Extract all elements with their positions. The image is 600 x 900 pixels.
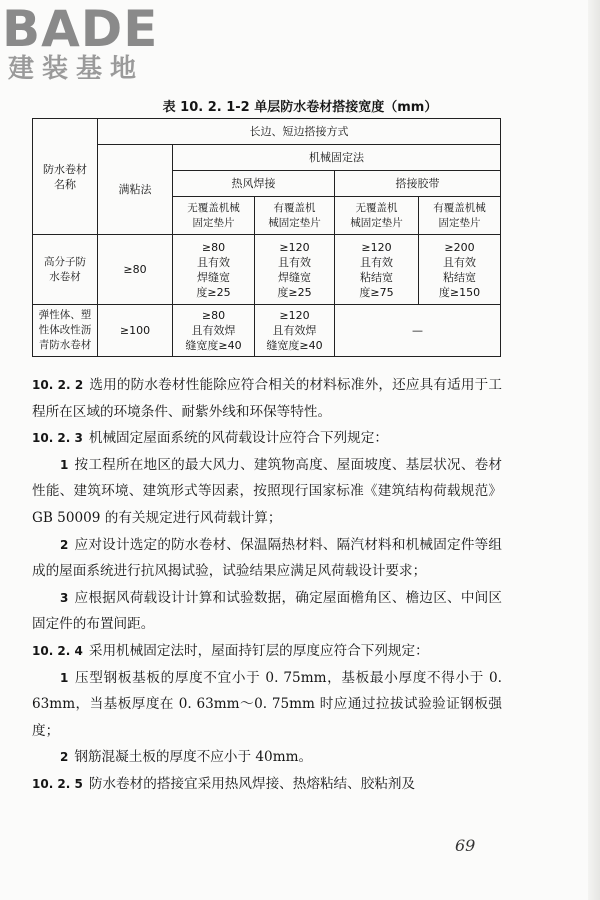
page-gutter [588, 0, 600, 900]
cell-full-adhesion: ≥100 [98, 305, 173, 357]
item-number: 3 [60, 590, 69, 605]
cell-hot-with-pad: ≥120 且有效 焊缝宽 度≥25 [255, 235, 335, 305]
body-text [32, 372, 502, 798]
clause-number: 10. 2. 3 [32, 431, 83, 446]
clause-paragraph [32, 638, 502, 665]
header-lap-tape: 搭接胶带 [335, 171, 501, 197]
header-hot-no-pad: 无覆盖机械 固定垫片 [173, 197, 255, 235]
header-hot-air-welding: 热风焊接 [173, 171, 335, 197]
item-text: 按工程所在地区的最大风力、建筑物高度、屋面坡度、基层状况、卷材性能、建筑环境、建筑形式等因素，按照现行国家标准《建筑结构荷载规范》GB 50009 的有关规定进行风荷载计算； [32, 456, 502, 526]
item-number: 2 [60, 750, 69, 765]
clause-number: 10. 2. 5 [32, 776, 83, 791]
cell-tape-dash: — [335, 305, 501, 357]
item-text: 钢筋混凝土板的厚度不应小于 40mm。 [74, 749, 313, 766]
cell-tape-no-pad: ≥120 且有效 粘结宽 度≥75 [335, 235, 419, 305]
header-hot-with-pad: 有覆盖机 械固定垫片 [255, 197, 335, 235]
logo-wordmark: BADE [2, 0, 159, 58]
row-material-name: 弹性体、塑 性体改性沥 青防水卷材 [33, 305, 98, 357]
item-paragraph [32, 452, 502, 532]
watermark-logo [2, 2, 177, 86]
table-row [33, 235, 501, 305]
item-paragraph [32, 744, 502, 771]
table-row [33, 305, 501, 357]
cell-hot-no-pad: ≥80 且有效 焊缝宽 度≥25 [173, 235, 255, 305]
clause-number: 10. 2. 4 [32, 643, 83, 658]
item-text: 应对设计选定的防水卷材、保温隔热材料、隔汽材料和机械固定件等组成的屋面系统进行抗风揭试验，试验结果应满足风荷载设计要求； [32, 536, 502, 580]
item-number: 2 [60, 537, 69, 552]
item-paragraph [32, 665, 502, 745]
item-text: 压型钢板基板的厚度不宜小于 0. 75mm，基板最小厚度不得小于 0. 63mm，当基板厚度在 0. 63mm～0. 75mm 时应通过拉拔试验验证钢板强度； [32, 669, 502, 739]
item-paragraph [32, 585, 502, 638]
item-paragraph [32, 532, 502, 585]
item-number: 1 [60, 457, 69, 472]
header-lap-method: 长边、短边搭接方式 [98, 119, 501, 145]
header-tape-no-pad: 无覆盖机 械固定垫片 [335, 197, 419, 235]
header-tape-with-pad: 有覆盖机械 固定垫片 [419, 197, 501, 235]
logo-subtitle: 建装基地 [8, 54, 145, 84]
clause-paragraph [32, 425, 502, 452]
row-material-name: 高分子防 水卷材 [33, 235, 98, 305]
cell-hot-no-pad: ≥80 且有效焊 缝宽度≥40 [173, 305, 255, 357]
cell-hot-with-pad: ≥120 且有效焊 缝宽度≥40 [255, 305, 335, 357]
lap-width-table [32, 118, 501, 357]
cell-tape-with-pad: ≥200 且有效 粘结宽 度≥150 [419, 235, 501, 305]
clause-paragraph [32, 372, 502, 425]
cell-full-adhesion: ≥80 [98, 235, 173, 305]
item-text: 应根据风荷载设计计算和试验数据，确定屋面檐角区、檐边区、中间区固定件的布置间距。 [32, 589, 502, 633]
page-number: 69 [455, 836, 476, 855]
clause-number: 10. 2. 2 [32, 378, 84, 392]
table-caption: 表 10. 2. 1-2 单层防水卷材搭接宽度（mm） [162, 100, 438, 115]
clause-text: 选用的防水卷材性能除应符合相关的材料标准外，还应具有适用于工程所在区域的环境条件、耐紫外线和环保等特性。 [32, 377, 502, 420]
header-mechanical-fixing: 机械固定法 [173, 145, 501, 171]
clause-text: 机械固定屋面系统的风荷载设计应符合下列规定： [88, 430, 388, 447]
clause-paragraph [32, 771, 502, 798]
clause-text: 防水卷材的搭接宜采用热风焊接、热熔粘结、胶粘剂及 [88, 775, 416, 792]
header-material-name: 防水卷材 名称 [33, 119, 98, 235]
item-number: 1 [60, 670, 69, 685]
clause-text: 采用机械固定法时，屋面持钉层的厚度应符合下列规定： [88, 642, 429, 659]
header-full-adhesion: 满粘法 [98, 145, 173, 235]
